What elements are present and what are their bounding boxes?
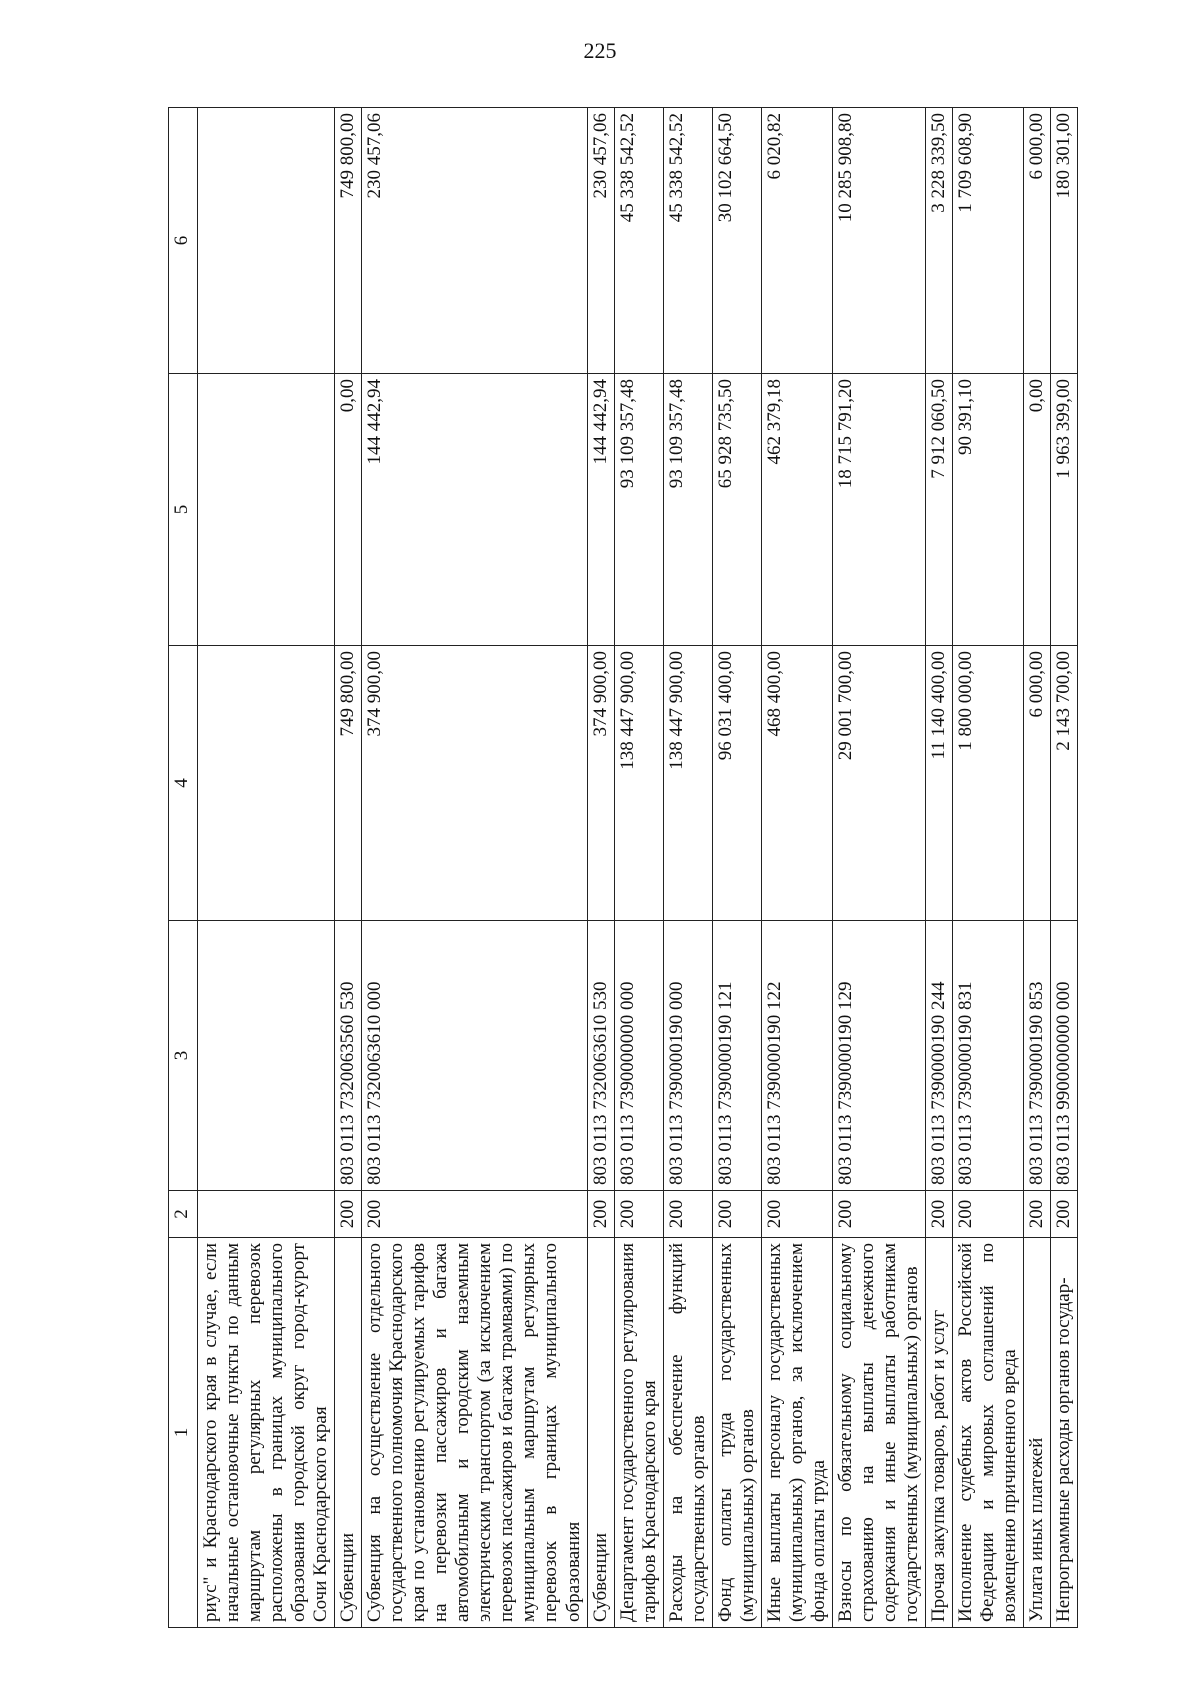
page-number: 225 <box>583 38 617 63</box>
table-row <box>712 108 761 1628</box>
row-cell-c6 <box>198 108 335 374</box>
table-row <box>614 108 663 1628</box>
row-cell-c6: 10 285 908,80 <box>832 108 925 374</box>
row-cell-c4: 374 900,00 <box>362 646 587 921</box>
row-name-cell: риус" и Краснодарского края в случае, если начальные остановочные пункты по данным маршрутам регулярных перевозок расположены в границах муниципального образования городской округ город-курорт Сочи Краснодарского края <box>198 1238 335 1628</box>
row-cell-c6: 6 000,00 <box>1024 108 1051 374</box>
row-cell-c2: 200 <box>587 1191 614 1238</box>
table-row <box>587 108 614 1628</box>
row-cell-c3: 803 0113 7390000190 121 <box>712 921 761 1191</box>
row-cell-c5: 1 963 399,00 <box>1051 374 1078 646</box>
row-cell-c2 <box>198 1191 335 1238</box>
row-name-cell: Исполнение судебных актов Российской Федерации и мировых соглашений по возмещению причиненного вреда <box>953 1238 1024 1628</box>
table-row <box>1051 108 1078 1628</box>
column-header: 4 <box>169 646 198 921</box>
row-cell-c3: 803 0113 7390000190 000 <box>663 921 712 1191</box>
budget-table <box>168 107 1078 1628</box>
row-name-cell: Департамент государственного регулирования тарифов Краснодарского края <box>614 1238 663 1628</box>
row-cell-c2: 200 <box>663 1191 712 1238</box>
column-header: 5 <box>169 374 198 646</box>
row-cell-c3: 803 0113 7390000000 000 <box>614 921 663 1191</box>
row-cell-c3: 803 0113 7320063610 000 <box>362 921 587 1191</box>
row-cell-c6: 45 338 542,52 <box>614 108 663 374</box>
row-cell-c3: 803 0113 9900000000 000 <box>1051 921 1078 1191</box>
row-cell-c4: 6 000,00 <box>1024 646 1051 921</box>
row-cell-c3: 803 0113 7390000190 122 <box>761 921 832 1191</box>
table-row <box>335 108 362 1628</box>
row-cell-c6: 6 020,82 <box>761 108 832 374</box>
row-cell-c4: 749 800,00 <box>335 646 362 921</box>
row-cell-c4: 138 447 900,00 <box>663 646 712 921</box>
table-row <box>761 108 832 1628</box>
row-name-cell: Уплата иных платежей <box>1024 1238 1051 1628</box>
row-cell-c5: 93 109 357,48 <box>663 374 712 646</box>
row-cell-c6: 3 228 339,50 <box>925 108 952 374</box>
row-name-cell: Иные выплаты персоналу государственных (муниципальных) органов, за исключением фонда оплаты труда <box>761 1238 832 1628</box>
table-row <box>663 108 712 1628</box>
row-cell-c2: 200 <box>953 1191 1024 1238</box>
row-name-cell: Субвенция на осуществление отдельного государственного полномочия Краснодарского края по установлению регулируемых тарифов на перевозки пассажиров и багажа автомобильным и городским наземным электрическим транспортом (за исключением перевозок пассажиров и багажа трамваями) по муниципальным маршрутам регулярных перевозок в границах муниципального образования <box>362 1238 587 1628</box>
row-name-cell: Расходы на обеспечение функций государственных органов <box>663 1238 712 1628</box>
row-cell-c5: 144 442,94 <box>362 374 587 646</box>
row-cell-c4: 96 031 400,00 <box>712 646 761 921</box>
row-cell-c3: 803 0113 7320063560 530 <box>335 921 362 1191</box>
row-cell-c5: 7 912 060,50 <box>925 374 952 646</box>
row-cell-c4 <box>198 646 335 921</box>
row-name-cell: Субвенции <box>335 1238 362 1628</box>
row-cell-c5: 0,00 <box>335 374 362 646</box>
row-cell-c6: 30 102 664,50 <box>712 108 761 374</box>
row-name-cell: Непрограммные расходы органов государ- <box>1051 1238 1078 1628</box>
row-cell-c6: 1 709 608,90 <box>953 108 1024 374</box>
row-cell-c2: 200 <box>832 1191 925 1238</box>
row-cell-c4: 1 800 000,00 <box>953 646 1024 921</box>
row-cell-c3: 803 0113 7390000190 831 <box>953 921 1024 1191</box>
row-cell-c6: 230 457,06 <box>362 108 587 374</box>
row-cell-c5: 18 715 791,20 <box>832 374 925 646</box>
table-row <box>198 108 335 1628</box>
row-cell-c6: 230 457,06 <box>587 108 614 374</box>
row-cell-c2: 200 <box>335 1191 362 1238</box>
column-header: 6 <box>169 108 198 374</box>
row-cell-c3: 803 0113 7320063610 530 <box>587 921 614 1191</box>
row-cell-c6: 749 800,00 <box>335 108 362 374</box>
row-cell-c4: 468 400,00 <box>761 646 832 921</box>
row-cell-c5: 93 109 357,48 <box>614 374 663 646</box>
row-name-cell: Взносы по обязательному социальному страхованию на выплаты денежного содержания и иные выплаты работникам государственных (муниципальных) органов <box>832 1238 925 1628</box>
column-header: 2 <box>169 1191 198 1238</box>
row-cell-c3: 803 0113 7390000190 853 <box>1024 921 1051 1191</box>
row-cell-c3: 803 0113 7390000190 244 <box>925 921 952 1191</box>
row-cell-c4: 138 447 900,00 <box>614 646 663 921</box>
row-cell-c3: 803 0113 7390000190 129 <box>832 921 925 1191</box>
row-cell-c5 <box>198 374 335 646</box>
row-cell-c6: 180 301,00 <box>1051 108 1078 374</box>
row-name-cell: Субвенции <box>587 1238 614 1628</box>
table-row <box>1024 108 1051 1628</box>
table-row <box>362 108 587 1628</box>
row-cell-c2: 200 <box>614 1191 663 1238</box>
column-header: 3 <box>169 921 198 1191</box>
row-cell-c4: 11 140 400,00 <box>925 646 952 921</box>
row-cell-c2: 200 <box>362 1191 587 1238</box>
table-row <box>953 108 1024 1628</box>
row-cell-c4: 29 001 700,00 <box>832 646 925 921</box>
row-cell-c5: 65 928 735,50 <box>712 374 761 646</box>
row-cell-c4: 374 900,00 <box>587 646 614 921</box>
row-cell-c2: 200 <box>712 1191 761 1238</box>
row-cell-c5: 90 391,10 <box>953 374 1024 646</box>
row-cell-c5: 0,00 <box>1024 374 1051 646</box>
rotated-table-frame <box>168 108 1184 1628</box>
row-cell-c5: 462 379,18 <box>761 374 832 646</box>
row-cell-c5: 144 442,94 <box>587 374 614 646</box>
table-row <box>925 108 952 1628</box>
row-cell-c2: 200 <box>1024 1191 1051 1238</box>
table-row <box>832 108 925 1628</box>
row-cell-c2: 200 <box>761 1191 832 1238</box>
row-cell-c6: 45 338 542,52 <box>663 108 712 374</box>
row-cell-c2: 200 <box>1051 1191 1078 1238</box>
table-container <box>168 108 1184 1628</box>
row-name-cell: Фонд оплаты труда государственных (муниципальных) органов <box>712 1238 761 1628</box>
column-header: 1 <box>169 1238 198 1628</box>
row-cell-c4: 2 143 700,00 <box>1051 646 1078 921</box>
column-number-row <box>169 108 198 1628</box>
row-cell-c3 <box>198 921 335 1191</box>
row-cell-c2: 200 <box>925 1191 952 1238</box>
row-name-cell: Прочая закупка товаров, работ и услуг <box>925 1238 952 1628</box>
table-body <box>169 108 1078 1628</box>
